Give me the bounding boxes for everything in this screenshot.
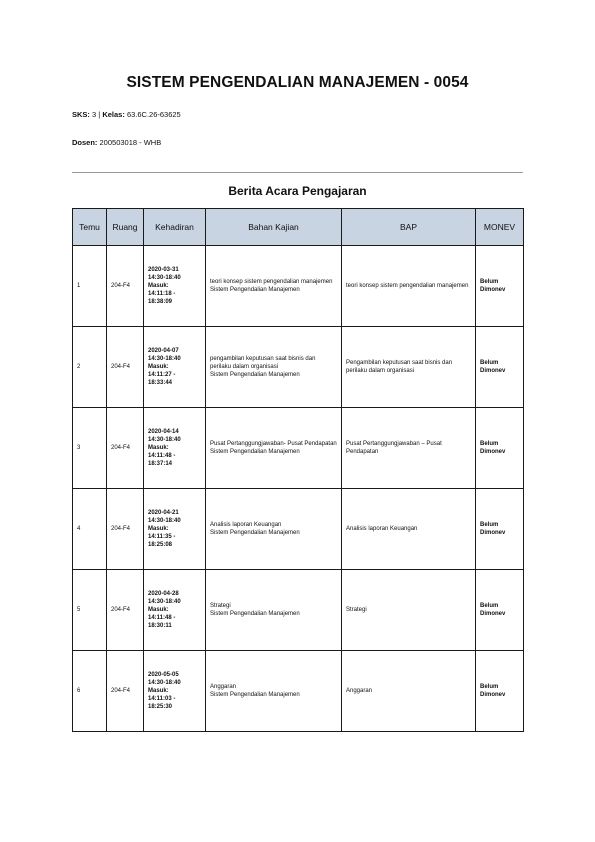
bahan-kajian-cell [206,489,342,570]
monev-cell: Belum Dimonev [476,246,524,327]
meta-separator: | [98,110,101,119]
bap-cell [342,327,476,408]
kehadiran-text: 2020-05-05 14:30-18:40 Masuk: 14:11:03 - 18:25:30 [148,672,181,710]
ruang-cell: 204-F4 [107,489,144,570]
dosen-value: 200503018 - WHB [99,138,162,147]
bahan-kajian-text: Strategi Sistem Pengendalian Manajemen [210,603,300,617]
temu-cell: 3 [73,408,107,489]
page-title: SISTEM PENGENDALIAN MANAJEMEN - 0054 [126,74,469,91]
bap-text: Strategi [346,607,367,613]
header-divider [72,172,523,173]
bap-text: Pusat Pertanggungjawaban – Pusat Pendapatan [346,441,442,455]
monev-cell: Belum Dimonev [476,408,524,489]
temu-cell: 1 [73,246,107,327]
column-header-temu: Temu [73,209,107,246]
ruang-cell: 204-F4 [107,246,144,327]
column-header-bap: BAP [342,209,476,246]
section-title: Berita Acara Pengajaran [228,184,367,198]
bap-cell [342,408,476,489]
sks-value: 3 [92,110,97,119]
kehadiran-cell [144,651,206,732]
temu-cell: 5 [73,570,107,651]
bahan-kajian-text: Anggaran Sistem Pengendalian Manajemen [210,684,300,698]
sks-label: SKS: [72,110,90,119]
kehadiran-text: 2020-04-21 14:30-18:40 Masuk: 14:11:35 - 18:25:08 [148,510,181,548]
bahan-kajian-cell [206,408,342,489]
table-row [73,651,524,732]
lecturer-info-line [72,138,161,147]
bap-text: teori konsep sistem pengendalian manajemen [346,283,469,289]
bap-text: Analisis laporan Keuangan [346,526,418,532]
table-row [73,408,524,489]
ruang-cell: 204-F4 [107,327,144,408]
course-info-line [72,110,181,119]
dosen-label: Dosen: [72,138,98,147]
teaching-record-table [72,208,524,732]
ruang-cell: 204-F4 [107,651,144,732]
kehadiran-cell [144,570,206,651]
bap-text: Anggaran [346,688,373,694]
column-header-bahan-kajian: Bahan Kajian [206,209,342,246]
kehadiran-cell [144,246,206,327]
column-header-ruang: Ruang [107,209,144,246]
table-row [73,327,524,408]
kehadiran-text: 2020-03-31 14:30-18:40 Masuk: 14:11:18 - 18:38:09 [148,267,181,305]
table-row [73,246,524,327]
ruang-cell: 204-F4 [107,570,144,651]
bap-cell [342,246,476,327]
kehadiran-cell [144,327,206,408]
monev-cell: Belum Dimonev [476,651,524,732]
temu-cell: 6 [73,651,107,732]
column-header-monev: MONEV [476,209,524,246]
bahan-kajian-text: pengambilan keputusan saat bisnis dan perilaku dalam organisasi Sistem Pengendalian Manajemen [210,356,316,378]
bap-cell [342,651,476,732]
table-header-row [73,209,524,246]
kelas-label: Kelas: [102,110,125,119]
bap-cell [342,570,476,651]
kehadiran-text: 2020-04-14 14:30-18:40 Masuk: 14:11:48 - 18:37:14 [148,429,181,467]
kelas-value: 63.6C.26-63625 [126,110,181,119]
temu-cell: 2 [73,327,107,408]
bahan-kajian-text: teori konsep sistem pengendalian manajemen Sistem Pengendalian Manajemen [210,279,333,293]
kehadiran-cell [144,408,206,489]
monev-cell: Belum Dimonev [476,570,524,651]
table-row [73,570,524,651]
table-row [73,489,524,570]
kehadiran-text: 2020-04-28 14:30-18:40 Masuk: 14:11:48 - 18:30:11 [148,591,181,629]
bahan-kajian-cell [206,570,342,651]
bahan-kajian-cell [206,246,342,327]
temu-cell: 4 [73,489,107,570]
column-header-kehadiran: Kehadiran [144,209,206,246]
bahan-kajian-text: Pusat Pertanggungjawaban- Pusat Pendapatan Sistem Pengendalian Manajemen [210,441,337,455]
bahan-kajian-cell [206,327,342,408]
monev-cell: Belum Dimonev [476,489,524,570]
ruang-cell: 204-F4 [107,408,144,489]
monev-cell: Belum Dimonev [476,327,524,408]
kehadiran-text: 2020-04-07 14:30-18:40 Masuk: 14:11:27 - 18:33:44 [148,348,181,386]
bap-cell [342,489,476,570]
kehadiran-cell [144,489,206,570]
bap-text: Pengambilan keputusan saat bisnis dan perilaku dalam organisasi [346,360,453,374]
bahan-kajian-cell [206,651,342,732]
bahan-kajian-text: Analisis laporan Keuangan Sistem Pengendalian Manajemen [210,522,300,536]
